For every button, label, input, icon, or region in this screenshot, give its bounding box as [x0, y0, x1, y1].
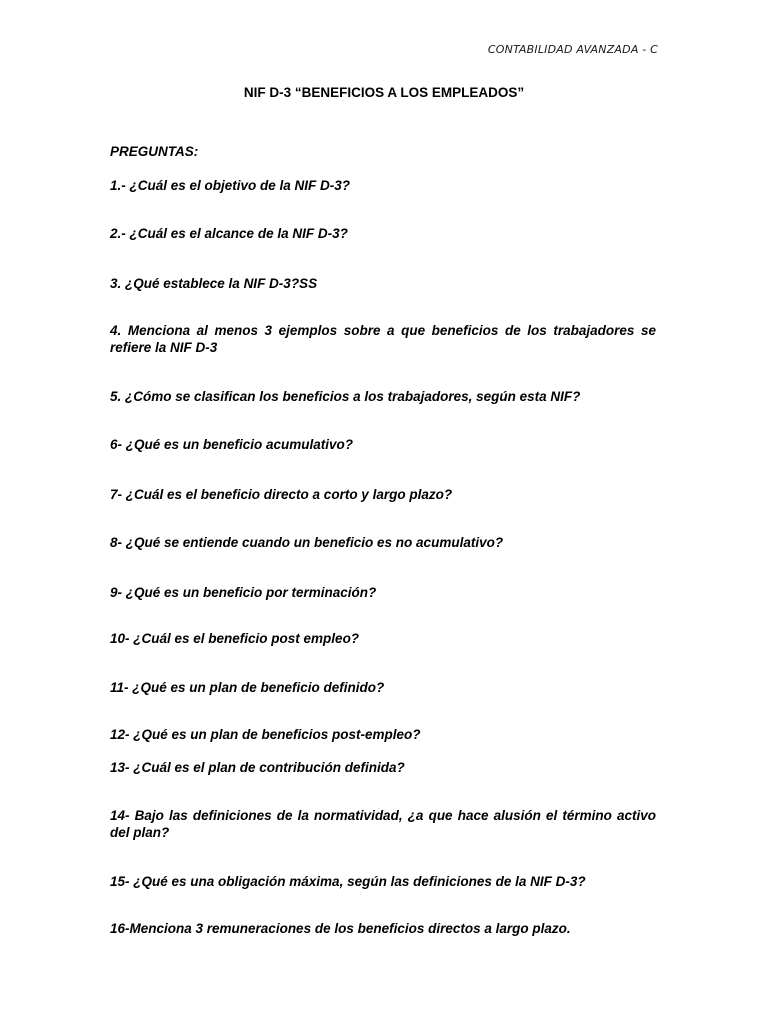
question-item: 1.- ¿Cuál es el objetivo de la NIF D-3?: [110, 178, 351, 193]
question-item: 6- ¿Qué es un beneficio acumulativo?: [110, 437, 354, 452]
running-header: CONTABILIDAD AVANZADA - C: [487, 43, 658, 56]
question-item: 5. ¿Cómo se clasifican los beneficios a los trabajadores, según esta NIF?: [110, 389, 581, 404]
section-label: PREGUNTAS:: [110, 144, 199, 159]
question-item: 8- ¿Qué se entiende cuando un beneficio es no acumulativo?: [110, 535, 504, 550]
question-item: 15- ¿Qué es una obligación máxima, según las definiciones de la NIF D-3?: [110, 874, 586, 889]
question-item: 3. ¿Qué establece la NIF D-3?SS: [110, 276, 318, 291]
question-item: 2.- ¿Cuál es el alcance de la NIF D-3?: [110, 226, 348, 241]
question-item: 12- ¿Qué es un plan de beneficios post-empleo?: [110, 727, 421, 742]
question-item: 10- ¿Cuál es el beneficio post empleo?: [110, 631, 360, 646]
question-item: 9- ¿Qué es un beneficio por terminación?: [110, 585, 377, 600]
question-item: 11- ¿Qué es un plan de beneficio definido?: [110, 680, 385, 695]
document-title: NIF D-3 “BENEFICIOS A LOS EMPLEADOS”: [243, 85, 525, 100]
question-item: 14- Bajo las definiciones de la normatividad, ¿a que hace alusión el término activo del plan?: [110, 808, 656, 840]
question-item: 13- ¿Cuál es el plan de contribución definida?: [110, 760, 405, 775]
question-item: 16-Menciona 3 remuneraciones de los beneficios directos a largo plazo.: [110, 921, 571, 936]
question-item: 7- ¿Cuál es el beneficio directo a corto y largo plazo?: [110, 487, 453, 502]
question-item: 4. Menciona al menos 3 ejemplos sobre a que beneficios de los trabajadores se refiere la NIF D-3: [110, 323, 656, 355]
